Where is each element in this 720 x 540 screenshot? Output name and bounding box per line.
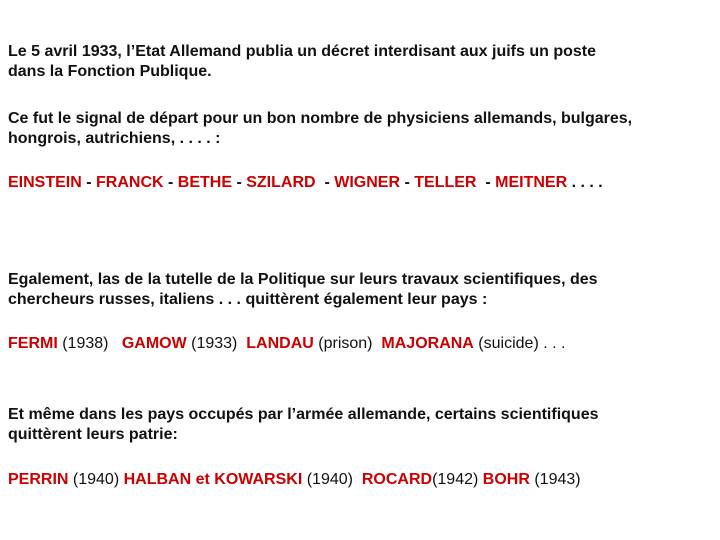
paragraph-occupied — [8, 405, 598, 445]
name-gamow: GAMOW — [121, 335, 187, 352]
ellipsis: . . . . — [567, 174, 603, 191]
paragraph-politics — [8, 270, 598, 310]
name-teller: TELLER — [414, 174, 477, 191]
researchers-list — [8, 334, 565, 354]
name-meitner: MEITNER — [495, 174, 568, 191]
rocard-note: (1942) — [432, 471, 483, 488]
name-perrin: PERRIN — [8, 471, 69, 488]
paragraph-departure — [8, 109, 632, 149]
occupied-line-2: quittèrent leurs patrie: — [8, 426, 178, 443]
separator: - — [476, 174, 496, 191]
bohr-note: (1943) — [529, 471, 581, 488]
name-einstein: EINSTEIN — [8, 174, 82, 191]
physicists-list — [8, 173, 603, 193]
occupied-line-1: Et même dans les pays occupés par l’armée allemande, certains scientifiques — [8, 406, 599, 423]
perrin-note: (1940) — [68, 471, 124, 488]
majorana-note: (suicide) . . . — [473, 335, 566, 352]
exiles-list — [8, 470, 581, 490]
fermi-note: (1938) — [57, 335, 122, 352]
name-bohr: BOHR — [482, 471, 530, 488]
name-majorana: MAJORANA — [381, 335, 474, 352]
decree-line-1: Le 5 avril 1933, l’Etat Allemand publia un décret interdisant aux juifs un poste — [8, 43, 596, 60]
separator: - — [315, 174, 335, 191]
paragraph-decree — [8, 42, 596, 82]
name-wigner: WIGNER — [334, 174, 401, 191]
politics-line-2: chercheurs russes, italiens . . . quittèrent également leur pays : — [8, 291, 488, 308]
name-franck: FRANCK — [96, 174, 164, 191]
gamow-note: (1933) — [186, 335, 247, 352]
name-rocard: ROCARD — [361, 471, 433, 488]
landau-note: (prison) — [313, 335, 382, 352]
name-fermi: FERMI — [8, 335, 58, 352]
name-landau: LANDAU — [246, 335, 314, 352]
separator: - — [163, 174, 178, 191]
politics-line-1: Egalement, las de la tutelle de la Politique sur leurs travaux scientifiques, des — [8, 271, 598, 288]
halban-kowarski-note: (1940) — [302, 471, 362, 488]
name-szilard: SZILARD — [246, 174, 316, 191]
name-halban-kowarski: HALBAN et KOWARSKI — [123, 471, 303, 488]
departure-line-2: hongrois, autrichiens, . . . . : — [8, 130, 221, 147]
departure-line-1: Ce fut le signal de départ pour un bon nombre de physiciens allemands, bulgares, — [8, 110, 633, 127]
name-bethe: BETHE — [177, 174, 233, 191]
separator: - — [232, 174, 247, 191]
decree-line-2: dans la Fonction Publique. — [8, 63, 212, 80]
separator: - — [81, 174, 97, 191]
separator: - — [400, 174, 415, 191]
